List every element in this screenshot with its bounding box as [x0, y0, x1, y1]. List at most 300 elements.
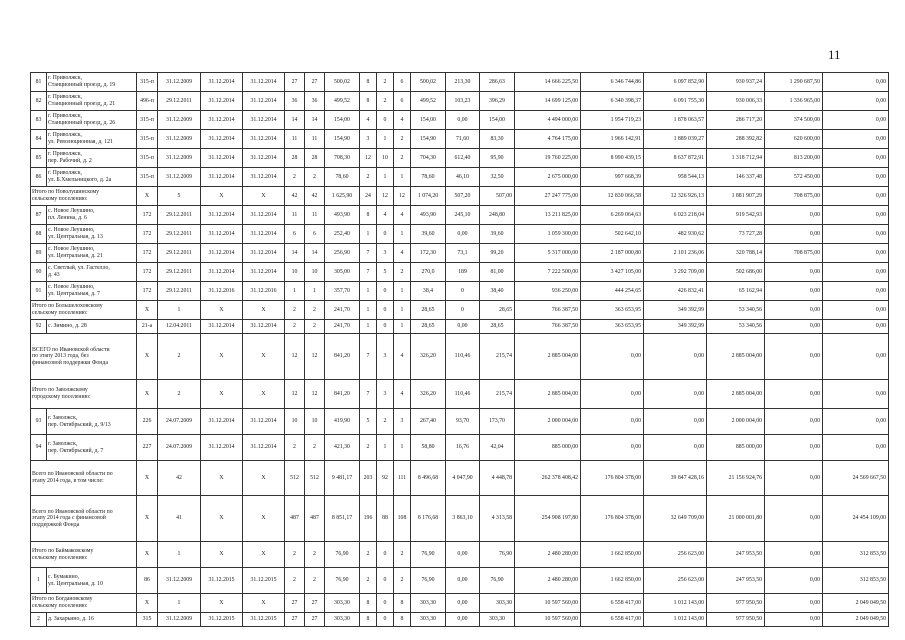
table-cell: 103,23	[446, 92, 480, 111]
table-cell: 1 336 965,00	[765, 92, 823, 111]
table-cell: 303,30	[325, 613, 360, 627]
table-cell: 0,00	[644, 380, 707, 409]
table-cell: 1	[377, 435, 394, 461]
table-cell: 363 653,95	[581, 320, 644, 334]
table-cell: 1	[360, 225, 377, 244]
table-cell: 1	[285, 282, 305, 301]
table-cell: 0,00	[765, 263, 823, 282]
table-cell: 1 012 143,00	[644, 613, 707, 627]
table-cell: 9 481,17	[325, 461, 360, 496]
table-cell: 31.12.2014	[243, 149, 285, 168]
table-cell: 92	[377, 461, 394, 496]
table-cell: 502 642,10	[581, 225, 644, 244]
table-cell: 1	[377, 168, 394, 187]
table-cell: 4	[394, 380, 411, 409]
table-cell: 0	[377, 282, 394, 301]
table-cell: 12	[285, 334, 305, 380]
address-cell: с. Новое Леушино, ул. Центральная, д. 13	[47, 225, 137, 244]
table-cell: 8 496,68	[411, 461, 446, 496]
address-cell: г. Приволжск, Станционный проезд, д. 21	[47, 92, 137, 111]
table-cell: X	[137, 187, 158, 206]
table-cell: 1	[305, 282, 325, 301]
table-cell: 320 788,14	[707, 244, 765, 263]
table-cell: 499,52	[411, 92, 446, 111]
table-cell: 7	[360, 244, 377, 263]
table-cell: X	[137, 496, 158, 542]
table-cell: 0,00	[823, 320, 889, 334]
table-cell: 6 558 417,00	[581, 613, 644, 627]
table-cell: 2 885 004,00	[707, 334, 765, 380]
row-number-cell: 87	[31, 206, 47, 225]
table-cell: 0,00	[823, 301, 889, 320]
table-cell: 256,90	[325, 244, 360, 263]
table-cell: 8 637 872,91	[644, 149, 707, 168]
table-cell: 4	[394, 334, 411, 380]
table-cell: 0	[446, 301, 480, 320]
table-cell: 12	[305, 380, 325, 409]
table-cell: 31.12.2009	[158, 149, 201, 168]
table-cell: 31.12.2014	[243, 92, 285, 111]
table-cell: 4 313,58	[480, 496, 515, 542]
table-cell: 0,00	[765, 594, 823, 613]
table-cell: 215,74	[480, 334, 515, 380]
table-cell: 31.12.2014	[201, 206, 243, 225]
table-cell: 203	[360, 461, 377, 496]
table-cell: X	[201, 542, 243, 568]
table-cell: 31.12.2009	[158, 73, 201, 92]
subtotal-row	[31, 496, 889, 542]
table-cell: 2	[394, 130, 411, 149]
table-cell: 27	[285, 613, 305, 627]
table-cell: 247 953,50	[707, 568, 765, 594]
table-row	[31, 149, 889, 168]
table-cell: X	[243, 380, 285, 409]
table-row	[31, 168, 889, 187]
table-cell: 42,04	[480, 435, 515, 461]
table-cell: 31.12.2014	[243, 206, 285, 225]
table-cell: 31.12.2014	[243, 263, 285, 282]
table-cell: X	[201, 496, 243, 542]
table-cell: 247 953,50	[707, 542, 765, 568]
table-cell: 32 649 709,00	[644, 496, 707, 542]
table-cell: 813 200,00	[765, 149, 823, 168]
table-cell: 0,00	[823, 168, 889, 187]
table-cell: X	[201, 187, 243, 206]
table-cell: 7	[360, 263, 377, 282]
table-cell: 2 187 000,80	[581, 244, 644, 263]
table-cell: X	[137, 334, 158, 380]
table-cell: 482 930,62	[644, 225, 707, 244]
row-number-cell: 81	[31, 73, 47, 92]
table-cell: X	[201, 334, 243, 380]
table-cell: 31.12.2015	[201, 568, 243, 594]
row-number-cell: 88	[31, 225, 47, 244]
table-cell: 267,40	[411, 409, 446, 435]
table-cell: 6 269 064,63	[581, 206, 644, 225]
table-cell: 0,00	[765, 435, 823, 461]
address-cell: г. Приволжск, ул. Б.Хмельницкого, д. 2а	[47, 168, 137, 187]
address-cell: с. Зимино, д. 28	[47, 320, 137, 334]
table-cell: 8	[360, 73, 377, 92]
table-cell: 841,20	[325, 334, 360, 380]
table-cell: 4	[377, 206, 394, 225]
address-cell: д. Захарьино, д. 16	[47, 613, 137, 627]
table-cell: 24.07.2009	[158, 435, 201, 461]
table-cell: 0,00	[765, 568, 823, 594]
table-cell: 349 392,99	[644, 301, 707, 320]
table-cell: 0,00	[823, 92, 889, 111]
table-cell: 3 427 105,00	[581, 263, 644, 282]
table-cell: 31.12.2009	[158, 168, 201, 187]
table-cell: 31.12.2014	[243, 435, 285, 461]
table-cell: 2	[305, 568, 325, 594]
table-cell: 32,50	[480, 168, 515, 187]
table-cell: 14 666 225,50	[515, 73, 581, 92]
table-cell: X	[201, 461, 243, 496]
table-cell: 8	[360, 92, 377, 111]
table-cell: 252,40	[325, 225, 360, 244]
table-cell: 512	[285, 461, 305, 496]
group-label-cell: Итого по Большелоховскому сельскому поселению:	[31, 301, 137, 320]
table-cell: 4	[394, 244, 411, 263]
table-cell: 0,00	[823, 73, 889, 92]
table-cell: 2 049 049,50	[823, 594, 889, 613]
table-cell: 7	[360, 380, 377, 409]
group-label-cell: Итого по Заволжскому городскому поселению:	[31, 380, 137, 409]
table-cell: 76,90	[480, 542, 515, 568]
table-cell: 1	[394, 320, 411, 334]
address-cell: г. Заволжск, пер. Октябрьский, д. 7	[47, 435, 137, 461]
table-cell: 444 254,65	[581, 282, 644, 301]
table-cell: 4	[360, 111, 377, 130]
table-cell: 31.12.2009	[158, 613, 201, 627]
table-cell: 0,00	[823, 130, 889, 149]
table-cell: X	[137, 380, 158, 409]
table-cell: 5	[360, 409, 377, 435]
table-cell: 31.12.2009	[158, 568, 201, 594]
table-row	[31, 409, 889, 435]
table-cell: 14 699 125,00	[515, 92, 581, 111]
table-cell: 496-п	[137, 92, 158, 111]
table-cell: 31.12.2014	[243, 409, 285, 435]
table-cell: X	[243, 594, 285, 613]
table-cell: 110,46	[446, 380, 480, 409]
table-cell: 421,30	[325, 435, 360, 461]
table-cell: 10	[377, 149, 394, 168]
table-cell: 12	[360, 149, 377, 168]
table-cell: 2	[158, 334, 201, 380]
table-cell: 315	[137, 613, 158, 627]
row-number-cell: 91	[31, 282, 47, 301]
table-cell: 110,46	[446, 334, 480, 380]
table-cell: 0	[377, 225, 394, 244]
table-cell: 12 830 066,58	[581, 187, 644, 206]
table-cell: 1	[394, 301, 411, 320]
table-cell: 226	[137, 409, 158, 435]
table-cell: 12	[305, 334, 325, 380]
table-cell: 0,00	[765, 301, 823, 320]
table-cell: 6	[394, 92, 411, 111]
table-cell: X	[137, 594, 158, 613]
table-cell: 885 000,00	[515, 435, 581, 461]
table-cell: 708,30	[325, 149, 360, 168]
table-cell: X	[243, 187, 285, 206]
table-cell: 2	[285, 301, 305, 320]
table-cell: X	[243, 301, 285, 320]
table-cell: 0	[377, 613, 394, 627]
table-cell: 24	[360, 187, 377, 206]
table-cell: 29.12.2011	[158, 282, 201, 301]
table-cell: 10 597 560,00	[515, 594, 581, 613]
table-cell: 0,00	[446, 320, 480, 334]
table-cell: 487	[305, 496, 325, 542]
table-cell: 6 346 744,86	[581, 73, 644, 92]
subtotal-row	[31, 542, 889, 568]
table-row	[31, 206, 889, 225]
table-cell: 46,10	[446, 168, 480, 187]
table-row	[31, 73, 889, 92]
table-cell: 2	[360, 542, 377, 568]
table-cell: 357,70	[325, 282, 360, 301]
table-cell: 31.12.2015	[243, 568, 285, 594]
table-cell: 78,60	[325, 168, 360, 187]
table-cell: 8 176,68	[411, 496, 446, 542]
table-cell: 29.12.2011	[158, 225, 201, 244]
table-cell: 0,00	[823, 225, 889, 244]
table-cell: 5	[377, 263, 394, 282]
table-cell: 31.12.2014	[243, 244, 285, 263]
address-cell: г. Приволжск, Станционный проезд, д. 19	[47, 73, 137, 92]
table-cell: 146 337,48	[707, 168, 765, 187]
table-cell: X	[201, 594, 243, 613]
table-cell: 10	[285, 263, 305, 282]
address-cell: с. Новое Леушино, пл. Ленина, д. 6	[47, 206, 137, 225]
table-cell: 2	[285, 435, 305, 461]
table-cell: 31.12.2016	[201, 282, 243, 301]
table-cell: 10	[305, 263, 325, 282]
table-cell: 0,00	[446, 594, 480, 613]
table-cell: 76,90	[325, 568, 360, 594]
table-cell: 172,30	[411, 244, 446, 263]
table-cell: 36	[305, 92, 325, 111]
table-cell: 28,65	[480, 301, 515, 320]
table-cell: 2 480 280,00	[515, 568, 581, 594]
table-cell: 0,00	[823, 206, 889, 225]
table-cell: 241,70	[325, 301, 360, 320]
table-cell: 31.12.2014	[243, 111, 285, 130]
table-cell: 0,00	[644, 409, 707, 435]
table-cell: 0,00	[765, 542, 823, 568]
table-cell: 245,10	[446, 206, 480, 225]
table-cell: 154,90	[411, 130, 446, 149]
row-number-cell: 1	[31, 568, 47, 594]
table-cell: 0,00	[765, 225, 823, 244]
table-cell: 3	[394, 409, 411, 435]
table-cell: X	[201, 301, 243, 320]
table-cell: 196	[360, 496, 377, 542]
table-cell: 1 059 300,00	[515, 225, 581, 244]
table-cell: 6 558 417,00	[581, 594, 644, 613]
table-cell: 2	[360, 168, 377, 187]
table-cell: 2	[285, 542, 305, 568]
table-cell: 39,60	[480, 225, 515, 244]
table-cell: 78,60	[411, 168, 446, 187]
table-cell: 12 326 926,13	[644, 187, 707, 206]
table-cell: 2 885 004,00	[515, 380, 581, 409]
table-cell: 2	[305, 301, 325, 320]
group-label-cell: Всего по Ивановской области по этапу 2014 года, в том числе:	[31, 461, 137, 496]
table-cell: 766 387,50	[515, 320, 581, 334]
row-number-cell: 86	[31, 168, 47, 187]
address-cell: г. Приволжск, ул. Революционная, д. 121	[47, 130, 137, 149]
table-cell: 1	[158, 301, 201, 320]
table-cell: 29.12.2011	[158, 244, 201, 263]
table-cell: 31.12.2014	[201, 435, 243, 461]
table-cell: 27	[305, 594, 325, 613]
table-cell: 286,63	[480, 73, 515, 92]
table-cell: 507,00	[480, 187, 515, 206]
table-cell: 41	[158, 496, 201, 542]
table-cell: 2	[285, 168, 305, 187]
table-cell: 27	[305, 73, 325, 92]
table-cell: 2	[360, 435, 377, 461]
table-cell: 213,30	[446, 73, 480, 92]
table-cell: 12	[377, 187, 394, 206]
table-cell: 303,30	[411, 594, 446, 613]
table-cell: 2 675 000,00	[515, 168, 581, 187]
table-cell: 99,20	[480, 244, 515, 263]
group-label-cell: Итого по Богдановскому сельскому поселению:	[31, 594, 137, 613]
table-cell: 885 000,00	[707, 435, 765, 461]
subtotal-row	[31, 594, 889, 613]
table-cell: 0,00	[765, 461, 823, 496]
table-cell: 326,20	[411, 380, 446, 409]
address-cell: г. Приволжск, Станционный проезд, д. 26	[47, 111, 137, 130]
table-cell: 172	[137, 263, 158, 282]
row-number-cell: 85	[31, 149, 47, 168]
table-cell: 1 662 850,00	[581, 542, 644, 568]
table-row	[31, 613, 889, 627]
table-cell: X	[201, 380, 243, 409]
table-cell: 315-п	[137, 168, 158, 187]
table-cell: 5	[158, 187, 201, 206]
table-cell: 766 387,50	[515, 301, 581, 320]
table-cell: 0,00	[765, 334, 823, 380]
table-row	[31, 263, 889, 282]
table-cell: 0,00	[765, 206, 823, 225]
table-cell: 2	[394, 542, 411, 568]
table-cell: 2	[305, 168, 325, 187]
table-cell: 2	[285, 568, 305, 594]
table-cell: 31.12.2009	[158, 130, 201, 149]
group-label-cell: ВСЕГО по Ивановской области по этапу 2013 года, без финансовой поддержки Фонда	[31, 334, 137, 380]
table-cell: 2	[360, 568, 377, 594]
table-cell: 39,60	[411, 225, 446, 244]
table-cell: 3	[360, 130, 377, 149]
table-cell: 1 662 850,00	[581, 568, 644, 594]
table-cell: 0	[446, 282, 480, 301]
table-cell: 71,60	[446, 130, 480, 149]
table-cell: 3 863,10	[446, 496, 480, 542]
table-cell: 16,76	[446, 435, 480, 461]
table-cell: 500,02	[325, 73, 360, 92]
table-cell: 31.12.2014	[243, 225, 285, 244]
row-number-cell: 94	[31, 435, 47, 461]
table-cell: 1 074,20	[411, 187, 446, 206]
table-cell: 28	[305, 149, 325, 168]
table-cell: 0,00	[765, 409, 823, 435]
table-cell: 2 885 004,00	[707, 380, 765, 409]
table-cell: 0,00	[823, 435, 889, 461]
table-cell: X	[137, 461, 158, 496]
table-cell: 14	[305, 244, 325, 263]
table-row	[31, 568, 889, 594]
table-cell: 42	[285, 187, 305, 206]
table-cell: 396,29	[480, 92, 515, 111]
table-cell: 0,00	[765, 320, 823, 334]
table-cell: 997 668,39	[581, 168, 644, 187]
table-cell: 0,00	[823, 111, 889, 130]
table-cell: 31.12.2014	[243, 320, 285, 334]
table-cell: 1 625,90	[325, 187, 360, 206]
table-cell: 27	[285, 73, 305, 92]
table-cell: 2	[394, 568, 411, 594]
table-cell: 8 990 439,15	[581, 149, 644, 168]
page-number: 11	[828, 47, 841, 62]
table-cell: 42	[158, 461, 201, 496]
table-cell: 11	[305, 130, 325, 149]
subtotal-row	[31, 187, 889, 206]
row-number-cell: 90	[31, 263, 47, 282]
table-cell: 2 000 004,00	[707, 409, 765, 435]
table-cell: 2	[377, 92, 394, 111]
table-cell: 39 847 428,16	[644, 461, 707, 496]
table-cell: 1	[377, 130, 394, 149]
table-cell: 303,30	[480, 594, 515, 613]
table-cell: 4 494 000,00	[515, 111, 581, 130]
table-cell: 38,4	[411, 282, 446, 301]
row-number-cell: 2	[31, 613, 47, 627]
table-cell: 36	[285, 92, 305, 111]
table-cell: 28,65	[411, 320, 446, 334]
table-cell: 21 000 001,80	[707, 496, 765, 542]
table-cell: 0,00	[823, 380, 889, 409]
table-cell: 31.12.2014	[201, 244, 243, 263]
table-cell: 8 851,17	[325, 496, 360, 542]
table-cell: 76,90	[411, 542, 446, 568]
table-cell: 977 950,50	[707, 613, 765, 627]
table-row	[31, 130, 889, 149]
table-cell: 0,00	[581, 380, 644, 409]
table-cell: 3	[377, 380, 394, 409]
table-cell: 11	[285, 130, 305, 149]
table-cell: 0,00	[581, 334, 644, 380]
table-cell: 2	[377, 73, 394, 92]
table-cell: 0,00	[765, 282, 823, 301]
table-cell: 1 318 712,94	[707, 149, 765, 168]
table-cell: 29.12.2011	[158, 92, 201, 111]
table-cell: 1	[394, 435, 411, 461]
table-cell: 3	[377, 244, 394, 263]
table-cell: 31.12.2014	[201, 111, 243, 130]
table-cell: 24 569 667,50	[823, 461, 889, 496]
table-cell: 29.12.2011	[158, 206, 201, 225]
table-cell: 215,74	[480, 380, 515, 409]
table-cell: 111	[394, 461, 411, 496]
table-cell: 172	[137, 244, 158, 263]
table-cell: 4 448,78	[480, 461, 515, 496]
table-cell: 10	[285, 409, 305, 435]
